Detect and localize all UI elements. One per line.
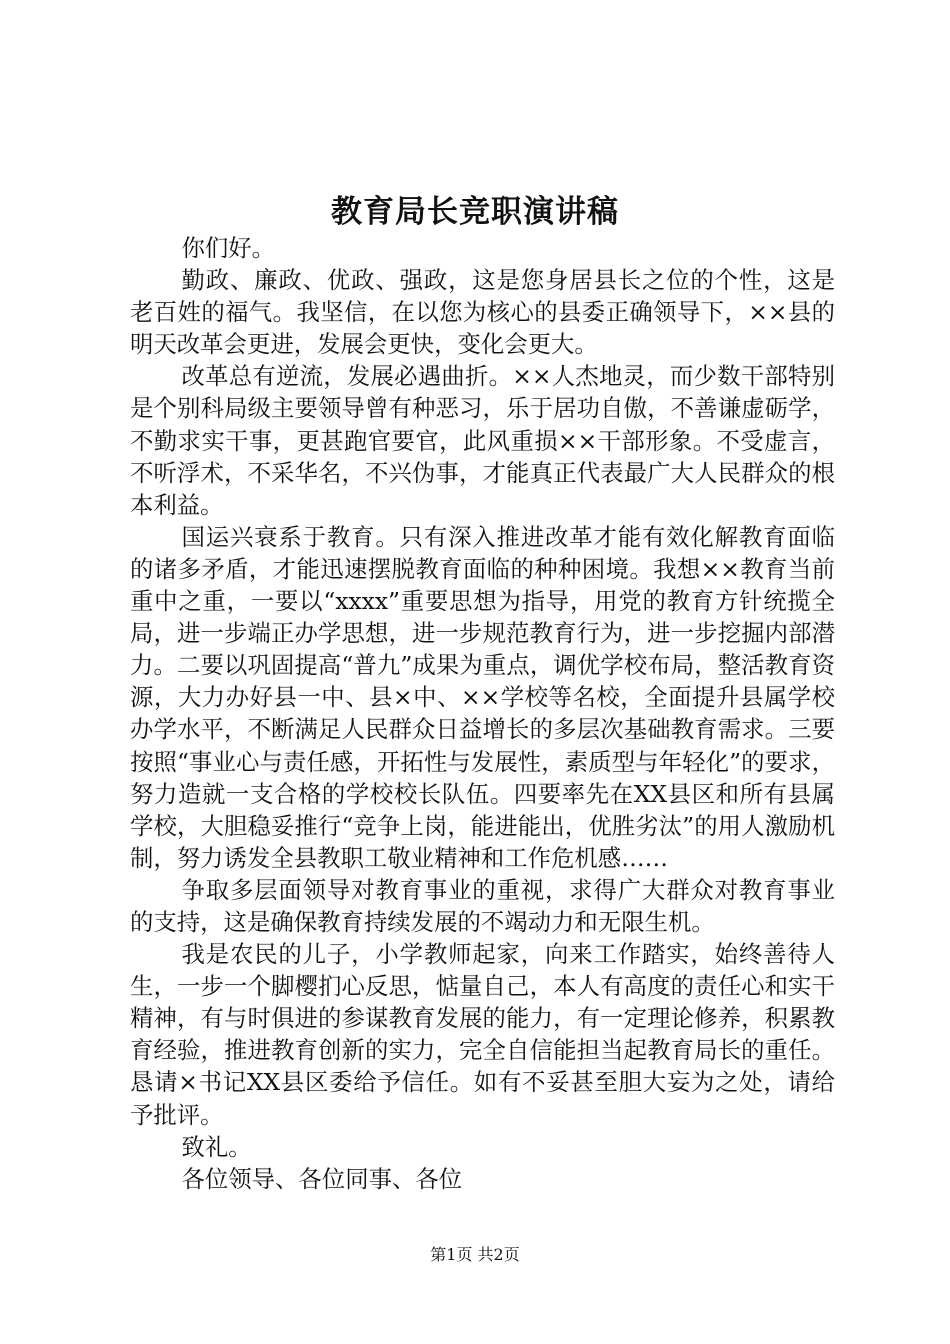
paragraph-closing: 致礼。 <box>181 1132 252 1161</box>
page-number-footer: 第1页 共2页 <box>430 1245 520 1264</box>
document-body <box>130 232 835 1195</box>
paragraph: 改革总有逆流，发展必遇曲折。××人杰地灵，而少数干部特别是个别科局级主要领导曾有种恶习，乐于居功自傲，不善谦虚砺学，不勤求实干事，更甚跑官要官，此风重损××干部形象。不受虚言，不听浮术，不采华名，不兴伪事，才能真正代表最广大人民群众的根本利益。 <box>130 362 835 519</box>
paragraph: 我是农民的儿子，小学教师起家，向来工作踏实，始终善待人生，一步一个脚樱扪心反思，惦量自己，本人有高度的责任心和实干精神，有与时俱进的参谋教育发展的能力，有一定理论修养，积累教育经验，推进教育创新的实力，完全自信能担当起教育局长的重任。恳请×书记XX县区委给予信任。如有不妥甚至胆大妄为之处，请给予批评。 <box>130 940 835 1129</box>
paragraph-greeting: 你们好。 <box>181 234 276 262</box>
paragraph: 国运兴衰系于教育。只有深入推进改革才能有效化解教育面临的诸多矛盾，才能迅速摆脱教育面临的种种困境。我想××教育当前重中之重，一要以“xxxx”重要思想为指导，用党的教育方针统揽全局，进一步端正办学思想，进一步规范教育行为，进一步挖掘内部潜力。二要以巩固提高“普九”成果为重点，调优学校布局，整活教育资源，大力办好县一中、县×中、××学校等名校，全面提升县属学校办学水平，不断满足人民群众日益增长的多层次基础教育需求。三要按照“事业心与责任感，开拓性与发展性，素质型与年轻化”的要求，努力造就一支合格的学校校长队伍。四要率先在XX县区和所有县属学校，大胆稳妥推行“竞争上岗，能进能出，优胜劣汰”的用人激励机制，努力诱发全县教职工敬业精神和工作危机感…… <box>130 522 835 872</box>
paragraph-salutation: 各位领导、各位同事、各位 <box>181 1164 463 1193</box>
document-title: 教育局长竞职演讲稿 <box>331 194 619 230</box>
paragraph: 勤政、廉政、优政、强政，这是您身居县长之位的个性，这是老百姓的福气。我坚信，在以您为核心的县委正确领导下，××县的明天改革会更进，发展会更快，变化会更大。 <box>130 266 835 359</box>
paragraph: 争取多层面领导对教育事业的重视，求得广大群众对教育事业的支持，这是确保教育持续发展的不竭动力和无限生机。 <box>130 875 835 936</box>
